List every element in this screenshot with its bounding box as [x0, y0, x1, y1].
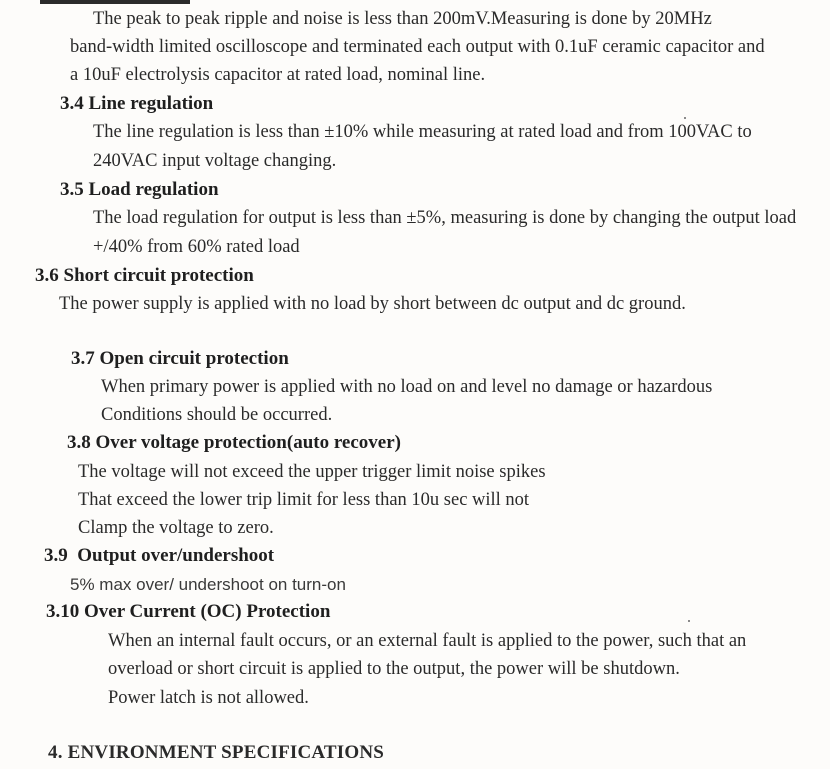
paragraph-line: Conditions should be occurred.	[101, 405, 333, 425]
section-heading-3-6: 3.6 Short circuit protection	[35, 265, 254, 286]
paragraph-line: When primary power is applied with no load on and level no damage or hazardous	[101, 377, 713, 397]
cut-off-heading-fragment	[40, 0, 190, 4]
paragraph-line: 240VAC input voltage changing.	[93, 151, 337, 171]
paragraph-line: Clamp the voltage to zero.	[78, 518, 274, 538]
scan-speck	[688, 620, 690, 622]
section-heading-3-5: 3.5 Load regulation	[60, 179, 219, 200]
paragraph-line: The power supply is applied with no load by short between dc output and dc ground.	[59, 294, 686, 314]
paragraph-line: a 10uF electrolysis capacitor at rated load, nominal line.	[70, 65, 486, 85]
paragraph-line: When an internal fault occurs, or an external fault is applied to the power, such that an	[108, 631, 747, 651]
section-heading-3-9: 3.9 Output over/undershoot	[44, 545, 275, 566]
section-heading-4: 4. ENVIRONMENT SPECIFICATIONS	[48, 742, 385, 763]
paragraph-line: The peak to peak ripple and noise is less than 200mV.Measuring is done by 20MHz	[93, 9, 712, 29]
paragraph-line: Power latch is not allowed.	[108, 688, 309, 708]
paragraph-line: 5% max over/ undershoot on turn-on	[70, 575, 346, 594]
section-heading-3-10: 3.10 Over Current (OC) Protection	[46, 601, 331, 622]
section-heading-3-8: 3.8 Over voltage protection(auto recover)	[67, 432, 401, 453]
paragraph-line: band-width limited oscilloscope and terminated each output with 0.1uF ceramic capacitor and	[70, 37, 765, 57]
paragraph-line: +/40% from 60% rated load	[93, 237, 300, 257]
paragraph-line: That exceed the lower trip limit for less than 10u sec will not	[78, 490, 530, 510]
scan-speck	[684, 117, 686, 119]
section-heading-3-7: 3.7 Open circuit protection	[71, 348, 289, 369]
paragraph-line: overload or short circuit is applied to the output, the power will be shutdown.	[108, 659, 680, 679]
section-heading-3-4: 3.4 Line regulation	[60, 93, 214, 114]
paragraph-line: The line regulation is less than ±10% while measuring at rated load and from 100VAC to	[93, 122, 752, 142]
paragraph-line: The load regulation for output is less than ±5%, measuring is done by changing the output load	[93, 208, 797, 228]
paragraph-line: The voltage will not exceed the upper trigger limit noise spikes	[78, 462, 546, 482]
